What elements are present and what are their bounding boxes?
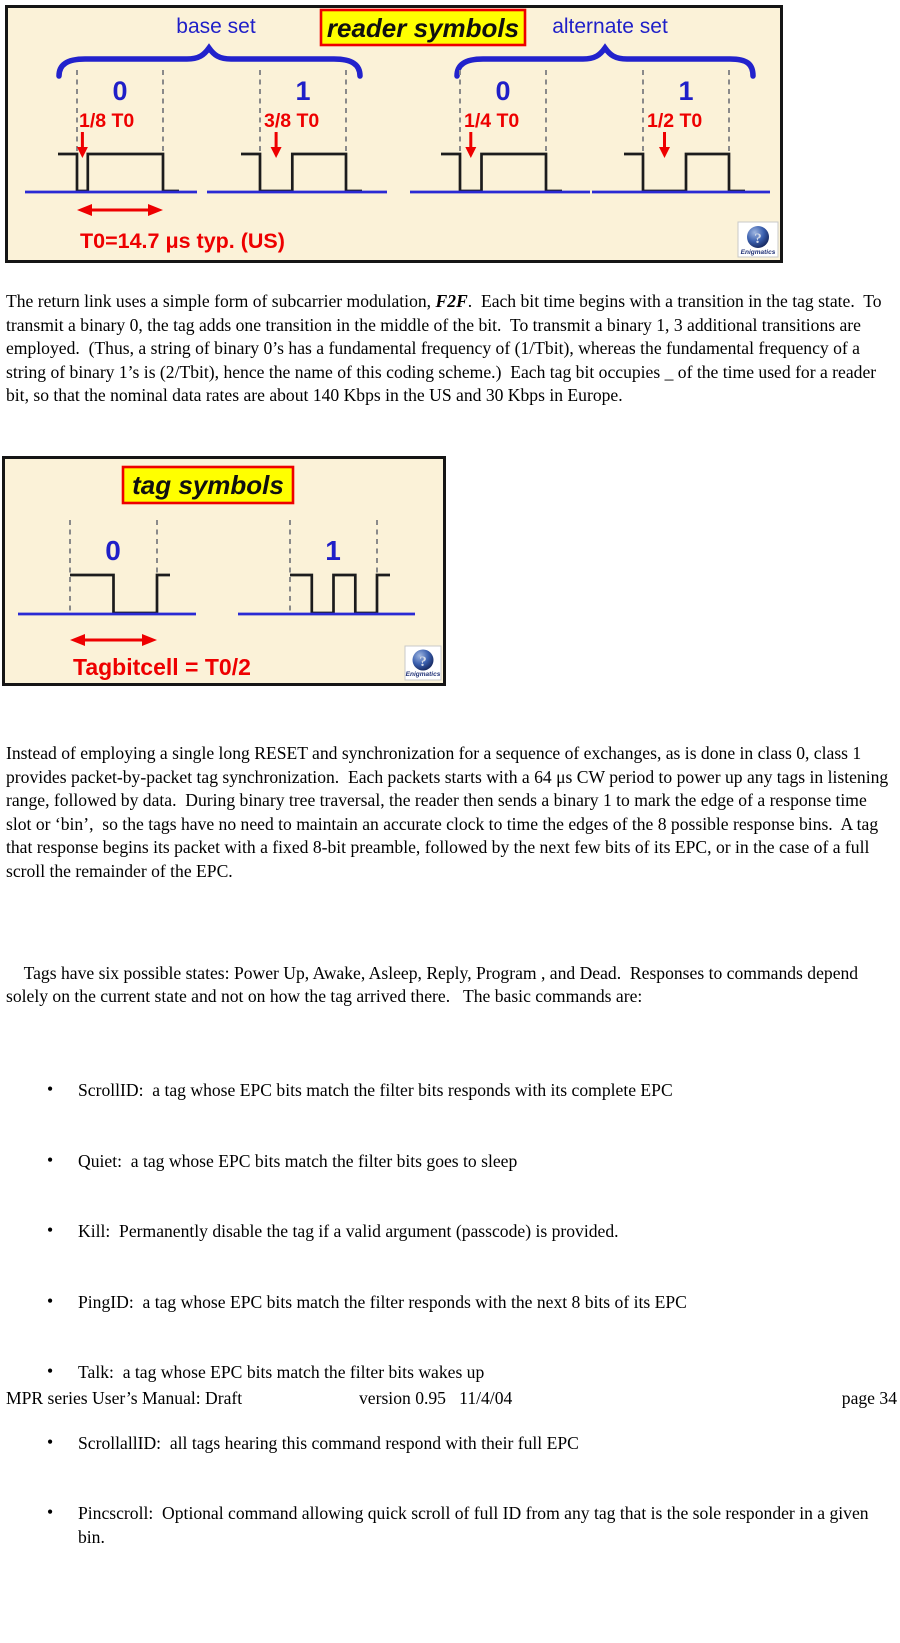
bit-value-label: 1 [325, 535, 341, 566]
list-item-pincscroll: • Pincscroll: Optional command allowing quick scroll of full ID from any tag that is the sole responder in a given bin. [45, 1502, 896, 1549]
svg-text:Enigmatics: Enigmatics [405, 671, 441, 678]
list-item-pingid: • PingID: a tag whose EPC bits match the filter responds with the next 8 bits of its EPC [45, 1291, 896, 1315]
list-item-scrollid: • ScrollID: a tag whose EPC bits match the filter bits responds with its complete EPC [45, 1079, 896, 1103]
bit-value-label: 0 [495, 76, 511, 106]
tag-symbols-diagram [5, 459, 443, 683]
list-item-talk: • Talk: a tag whose EPC bits match the filter bits wakes up [45, 1361, 896, 1385]
paragraph-text: . Each bit time begins with a transition in the tag state. To transmit a binary 0, the tag adds one transition in the middle of the bit. To transmit a binary 1, 3 additional transitions are employed. (Thus, a string of binary 0’s has a fundamental frequency of (1/Tbit), whereas the fundamental frequency of a string of binary 1’s is (2/Tbit), hence the name of this coding scheme.) Each tag bit occupies _ of the time used for a reader bit, so that the nominal data rates are about 140 Kbps in the US and 30 Kbps in Europe. [6, 291, 886, 405]
paragraph-text: The return link uses a simple form of subcarrier modulation, [6, 291, 436, 311]
tag-waveform-bit-1 [290, 575, 390, 613]
list-item-quiet: • Quiet: a tag whose EPC bits match the filter bits goes to sleep [45, 1150, 896, 1174]
tag-symbols-title: tag symbols [132, 470, 284, 500]
reader-symbols-figure [5, 5, 783, 263]
reader-waveform-bit-1 [624, 154, 745, 191]
enigmatics-logo [738, 222, 778, 257]
reader-waveform-bit-0 [441, 154, 562, 191]
pulse-position-arrowhead [271, 147, 282, 158]
list-item-kill: • Kill: Permanently disable the tag if a valid argument (passcode) is provided. [45, 1220, 896, 1244]
pulse-width-label: 1/4 T0 [464, 110, 520, 132]
alternate-set-label: alternate set [552, 15, 668, 38]
base-set-label: base set [176, 15, 256, 38]
reader-symbols-title: reader symbols [326, 13, 520, 43]
tag-waveform-bit-0 [70, 575, 170, 613]
bit-value-label: 0 [105, 535, 121, 566]
reader-symbol-cell [624, 70, 745, 191]
f2f-term: F2F [435, 291, 468, 311]
svg-text:Enigmatics: Enigmatics [740, 249, 776, 256]
footer-version-date: version 0.95 11/4/04 [359, 1388, 513, 1408]
svg-text:?: ? [419, 654, 427, 670]
t0-arrowhead-left [77, 204, 92, 216]
pulse-width-label: 1/2 T0 [647, 110, 703, 132]
list-item-scrollallid: • ScrollallID: all tags hearing this command respond with their full EPC [45, 1432, 896, 1456]
svg-text:?: ? [754, 231, 762, 247]
paragraph-return-link [6, 290, 896, 408]
reader-symbol-cell [241, 70, 362, 191]
reader-symbol-cell [441, 70, 562, 191]
paragraph-tag-states [6, 938, 896, 1643]
tagbitcell-note: Tagbitcell = T0/2 [73, 654, 251, 680]
base-set-brace [59, 48, 360, 76]
bitcell-arrowhead-left [70, 634, 85, 646]
reader-symbol-cell [58, 70, 179, 191]
footer-manual-title: MPR series User’s Manual: Draft [6, 1388, 243, 1408]
footer-page-number: page 34 [841, 1388, 897, 1408]
paragraph-text: Tags have six possible states: Power Up, Awake, Asleep, Reply, Program , and Dead. Responses to commands depend solely on the current state and not on how the tag arrived there. The basic commands are: [6, 962, 863, 1006]
tag-symbols-figure [2, 456, 446, 686]
reader-waveform-bit-1 [241, 154, 362, 191]
tag-symbol-cell [290, 520, 390, 613]
bitcell-arrowhead-right [142, 634, 157, 646]
pulse-width-label: 3/8 T0 [264, 110, 320, 132]
pulse-position-arrowhead [465, 147, 476, 158]
bit-value-label: 1 [295, 76, 311, 106]
paragraph-class1-sync: Instead of employing a single long RESET and synchronization for a sequence of exchanges, as is done in class 0, class 1 provides packet-by-packet tag synchronization. Each packets starts with a 64 μs CW period to power up any tags in listening range, followed by data. During binary tree traversal, the reader then sends a binary 1 to mark the edge of a response time slot or ‘bin’, so the tags have no need to maintain an accurate clock to time the edges of the 8 possible response bins. A tag that response begins its packet with a fixed 8-bit preamble, followed by the next few bits of its EPC, or in the case of a full scroll the remainder of the EPC. [6, 743, 893, 881]
pulse-position-arrowhead [77, 147, 88, 158]
bit-value-label: 0 [112, 76, 128, 106]
pulse-width-label: 1/8 T0 [79, 110, 135, 132]
enigmatics-logo [405, 646, 441, 680]
command-list [45, 1032, 896, 1596]
t0-timing-note: T0=14.7 μs typ. (US) [80, 229, 285, 253]
reader-waveform-bit-0 [58, 154, 179, 191]
pulse-position-arrowhead [659, 147, 670, 158]
reader-symbols-diagram [8, 8, 780, 260]
alternate-set-brace [457, 48, 753, 76]
tag-symbol-cell [70, 520, 170, 613]
bit-value-label: 1 [678, 76, 694, 106]
t0-arrowhead-right [148, 204, 163, 216]
